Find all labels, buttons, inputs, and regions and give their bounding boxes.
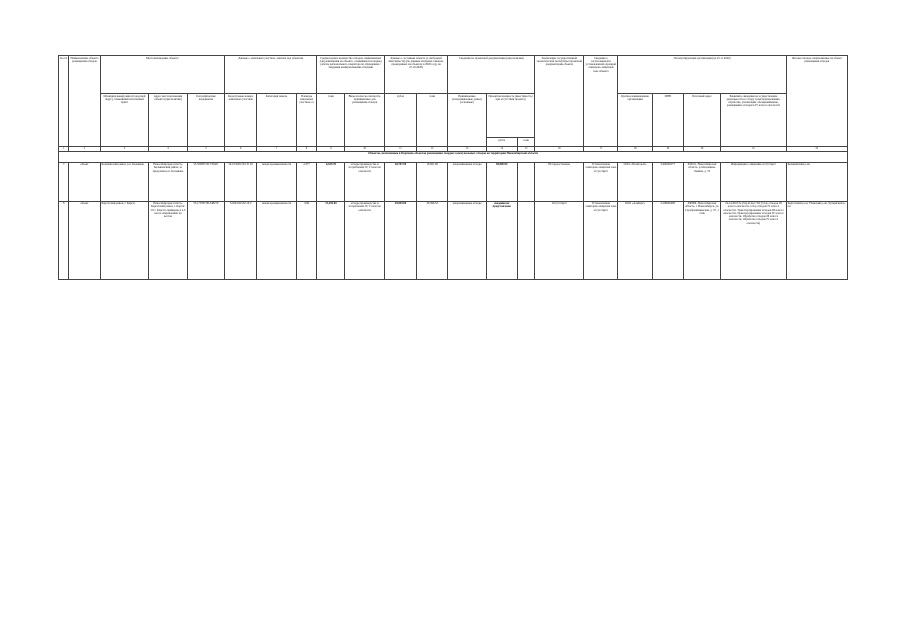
col-number: 12 bbox=[417, 147, 448, 152]
header-legal-address: Почтовый адрес bbox=[683, 94, 720, 147]
col-number: 22 bbox=[786, 147, 847, 152]
cell-municipal: Колыванский район, р.п. Колывань bbox=[100, 162, 149, 201]
cell-tons: 6,639.78 bbox=[317, 162, 345, 201]
cell-cadastral: 54:09:020132:16 2 bbox=[225, 201, 257, 279]
col-number: 11 bbox=[384, 147, 416, 152]
header-object-name: Наименование объекта размещения отходов bbox=[69, 56, 100, 147]
col-number: 8 bbox=[296, 147, 317, 152]
registry-sheet bbox=[58, 55, 848, 275]
cell-expertise: Отсутствует bbox=[535, 201, 584, 279]
col-number: 1 bbox=[59, 147, 69, 152]
header-row-2 bbox=[59, 94, 848, 138]
cell-area: 2,377 bbox=[296, 162, 317, 201]
registry-table bbox=[58, 55, 848, 280]
cell-m3: 49,849.00 bbox=[384, 201, 416, 279]
cell-capacity-tons bbox=[517, 162, 535, 201]
header-tons2: тонн bbox=[417, 94, 448, 147]
col-number: 15 bbox=[517, 147, 535, 152]
header-land-category: Категория земель bbox=[257, 94, 296, 147]
section-row bbox=[59, 151, 848, 162]
header-address: Адрес местоположения объекта (при наличии) bbox=[149, 94, 187, 147]
col-number: 3 bbox=[100, 147, 149, 152]
col-number: 2 bbox=[69, 147, 100, 152]
col-number: 21 bbox=[721, 147, 786, 152]
cell-land-category: земли промышленности bbox=[257, 162, 296, 201]
header-operator: Эксплуатирующая организация (на 25.11.2020) bbox=[618, 56, 786, 94]
cell-geo: 55.332835 82.735461 bbox=[187, 162, 224, 201]
cell-license: 24.24.2018 № (54)-4144-СТО (Сбор отходов III класса опасности, Сбор отходов IV класса опасности, Транспортирование отходов III класса опасности, Транспортирование отходов IV класса опасности, Обработка отходов III класса опасности, Обработка отходов IV класса опасности) bbox=[721, 201, 786, 279]
cell-address: Новосибирская область, Каргатский район, г. Каргат. От г. Каргата примерно в 2,5 км по направлению на восток bbox=[149, 201, 187, 279]
cell-m3: 28,707.00 bbox=[384, 162, 416, 201]
cell-accepted: захораниваемые отходы bbox=[448, 162, 486, 201]
table-row bbox=[59, 201, 848, 279]
cell-org: ООО «АльБерт» bbox=[618, 201, 652, 279]
cell-types: отходы производства и потребления IV, V классов опасности bbox=[345, 162, 384, 201]
header-project-docs: Сведения по проектной документации (при наличии) bbox=[448, 56, 535, 94]
header-tons: тонн bbox=[317, 94, 345, 147]
cell-area: 3.66 bbox=[296, 201, 317, 279]
header-short-name: Краткое наименование организации bbox=[618, 94, 652, 147]
header-capacity-tons: тонн bbox=[517, 138, 535, 147]
cell-no: 8 bbox=[59, 201, 69, 279]
header-capacity: Проектная мощность (вместимость) при отсутствии проекта) bbox=[486, 94, 535, 138]
cell-legal-address: 633161, Новосибирская область, р.п.Колывань, Ленина, д. 73 bbox=[683, 162, 720, 201]
cell-geo: 55.173782 80.348270 bbox=[187, 201, 224, 279]
header-capacity-m3: куб.м bbox=[486, 138, 517, 147]
cell-object-name: объект bbox=[69, 201, 100, 279]
col-number: 5 bbox=[187, 147, 224, 152]
col-number: 6 bbox=[225, 147, 257, 152]
cell-land-category: земли промышленности bbox=[257, 201, 296, 279]
section-title: Объекты, включенные в Перечень объектов размещения твердых коммунальных отходов на территории Новосибирской области bbox=[59, 151, 848, 162]
cell-routes: Каргатский р-он, Убинский р-он, Чулымский р-он bbox=[786, 201, 847, 279]
header-cadastral: Кадастровые номера земельных участков bbox=[225, 94, 257, 147]
cell-object-name: объект bbox=[69, 162, 100, 201]
cell-inn: 5418000499 bbox=[652, 201, 683, 279]
cell-capacity: сведения не представлены bbox=[486, 201, 517, 279]
cell-capacity: 98,000.00 bbox=[486, 162, 517, 201]
col-number: 13 bbox=[448, 147, 486, 152]
header-sanitary: Сведения о согласованной и установленной охранной санитарно-защитной зоне объекта bbox=[584, 56, 618, 147]
cell-no: 7 bbox=[59, 162, 69, 201]
header-accepted: Принимаемые (захораниваемые, ранее) (основные) bbox=[448, 94, 486, 147]
cell-inn: 5424000277 bbox=[652, 162, 683, 201]
cell-sanitary: Установленная санитарно-защитная зона отсутствует bbox=[584, 201, 618, 279]
table-row bbox=[59, 162, 848, 201]
col-number: 17 bbox=[584, 147, 618, 152]
header-geo: Географические координаты bbox=[187, 94, 224, 147]
header-routes: Потоки отходов, направляемые на объект размещения отходов bbox=[786, 56, 847, 147]
header-types: Виды и классы опасности, принимаемых для размещения отходов bbox=[345, 94, 384, 147]
header-license: Реквизиты лицензии на осуществление деятельности по сбору, транспортированию, обработке, утилизации, обезвреживанию, размещению отходов I-IV класса опасности bbox=[721, 94, 786, 147]
header-location: Местонахождение объекта bbox=[100, 56, 225, 94]
cell-cadastral: 54:10:020210:131 65 bbox=[225, 162, 257, 201]
header-land-data: Данные о земельных участках, занятых под объектом bbox=[225, 56, 317, 94]
cell-legal-address: 630099, Новосибирская область, г. Новосибирск, ул. Серебренниковская, д. 37, 1 этаж bbox=[683, 201, 720, 279]
header-avg-waste: Среднегодовое количество отходов, принимаемых для размещения на объекте, сложившееся в период работы регионального оператора по обращению с твердыми коммунальными отходами bbox=[317, 56, 384, 94]
header-state-data: Данные о состоянии объекта (о свободной вместимости) (по данным натурных замеров, проведенных на объектах в 2020 году, на 27.10.2020) bbox=[384, 56, 447, 94]
cell-tons2: 16,361.99 bbox=[417, 162, 448, 201]
header-row-1 bbox=[59, 56, 848, 94]
header-inn: ИНН bbox=[652, 94, 683, 147]
cell-tons: 13,494.00 bbox=[317, 201, 345, 279]
col-number: 16 bbox=[535, 147, 584, 152]
col-number: 4 bbox=[149, 147, 187, 152]
cell-address: Новосибирская область, Колыванский район, за пределами р.п. Колывань bbox=[149, 162, 187, 201]
cell-accepted: захораниваемые отходы bbox=[448, 201, 486, 279]
col-number: 9 bbox=[317, 147, 345, 152]
cell-org: ООО «Полигон-К» bbox=[618, 162, 652, 201]
cell-capacity-tons bbox=[517, 201, 535, 279]
cell-types: отходы производства и потребления IV, V классов опасности bbox=[345, 201, 384, 279]
header-no: № п/п bbox=[59, 56, 69, 147]
col-number: 20 bbox=[683, 147, 720, 152]
header-m3: куб.м bbox=[384, 94, 416, 147]
col-number: 19 bbox=[652, 147, 683, 152]
cell-license: Информация о лицензии отсутствует bbox=[721, 162, 786, 201]
cell-routes: Колыванский р-он bbox=[786, 162, 847, 201]
cell-tons2: 33,396.53 bbox=[417, 201, 448, 279]
header-municipal: Муниципальный район (городской округ), ближайший населенный пункт bbox=[100, 94, 149, 147]
cell-municipal: Каргатский район, г. Каргат bbox=[100, 201, 149, 279]
header-expertise: Заключение государственной экологической экспертизы проектной документации объекта bbox=[535, 56, 584, 147]
col-number: 14 bbox=[486, 147, 517, 152]
cell-sanitary: Установленная санитарно-защитная зона отсутствует bbox=[584, 162, 618, 201]
header-area: Площадь земельных участков, га bbox=[296, 94, 317, 147]
cell-expertise: Не предоставлено bbox=[535, 162, 584, 201]
col-number: 10 bbox=[345, 147, 384, 152]
col-number: 18 bbox=[618, 147, 652, 152]
col-number: 7 bbox=[257, 147, 296, 152]
